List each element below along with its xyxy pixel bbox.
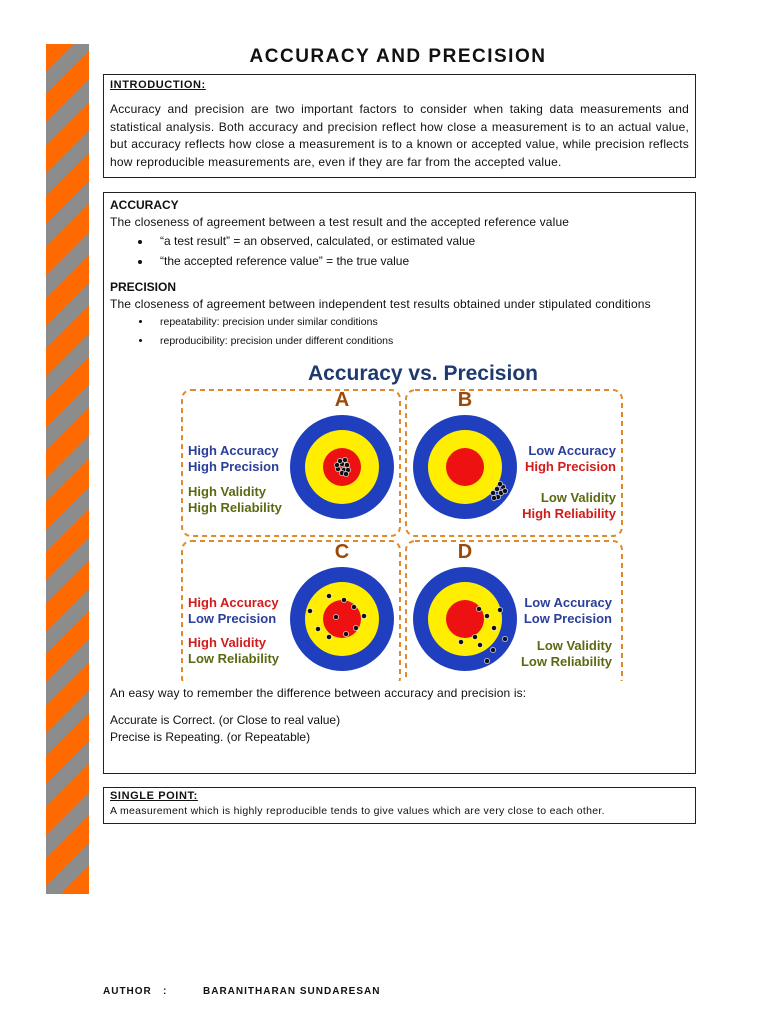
accuracy-heading: ACCURACY [110,198,179,212]
shot-dot [326,634,331,639]
quadrant-validity-label: Low Reliability [520,654,612,669]
target-bullseye [446,448,484,486]
remember-intro: An easy way to remember the difference between accuracy and precision is: [110,686,527,700]
shot-dot [344,462,349,467]
quadrant-letter: D [457,541,473,563]
quadrant-label: High Precision [188,459,280,474]
quadrant-validity-label: Low Reliability [188,651,280,666]
shot-dot [497,481,502,486]
shot-dot [326,593,331,598]
shot-dot [361,613,366,618]
shot-dot [334,462,339,467]
quadrant-validity-label: High Reliability [522,506,616,521]
introduction-text: Accuracy and precision are two important factors to consider when taking data measurements and statistical analysis. Both accuracy and precision reflect how close a measurement is to an actual value, but accuracy reflects how close a measurement is to a known or accepted value, while precision reflects how reproducible measurements are, even if they are far from the accepted value. [110,102,689,169]
shot-dot [307,608,312,613]
quadrant-label: High Precision [524,459,616,474]
quadrant-validity-label: Low Validity [540,490,616,505]
shot-dot [353,625,358,630]
quadrant-label: Low Accuracy [528,443,616,458]
precision-heading: PRECISION [110,280,177,294]
precision-bullet-list [110,313,689,351]
quadrant-validity-label: High Reliability [188,500,282,515]
page-title: ACCURACY AND PRECISION [249,46,547,67]
quadrant-label: Low Precision [188,611,277,626]
shot-dot [491,625,496,630]
quadrant-letter: A [334,389,350,411]
decorative-side-stripe [46,44,89,894]
shot-dot [477,642,482,647]
shot-dot [343,631,348,636]
list-item: • repeatability: precision under similar conditions [152,313,689,332]
list-item: • “a test result” = an observed, calculated, or estimated value [152,231,689,251]
accuracy-bullet-list [110,231,689,271]
precision-definition: The closeness of agreement between independent test results obtained under stipulated conditions [110,297,651,311]
author-label: AUTHOR [103,986,152,997]
quadrant-letter: B [457,389,473,411]
shot-dot [491,495,496,500]
shot-dot [351,604,356,609]
remember-line-accurate: Accurate is Correct. (or Close to real value) [110,713,341,727]
list-item: • “the accepted reference value” = the true value [152,251,689,271]
shot-dot [484,658,489,663]
shot-dot [484,613,489,618]
figure-title: Accuracy vs. Precision [308,362,538,385]
accuracy-definition: The closeness of agreement between a test result and the accepted reference value [110,215,570,229]
target-diagram [110,351,689,681]
shot-dot [490,647,495,652]
shot-dot [494,486,499,491]
quadrant-validity-label: High Validity [188,484,267,499]
author-separator: : [163,986,168,997]
introduction-heading: INTRODUCTION: [110,79,206,91]
target-bullseye [446,600,484,638]
quadrant-label: High Accuracy [188,595,279,610]
single-point-text: A measurement which is highly reproducible tends to give values which are very close to each other. [110,805,605,817]
quadrant-label: High Accuracy [188,443,279,458]
author-name: BARANITHARAN SUNDARESAN [203,986,381,997]
single-point-heading: SINGLE POINT: [110,790,198,802]
remember-line-precise: Precise is Repeating. (or Repeatable) [110,730,311,744]
shot-dot [502,488,507,493]
shot-dot [333,614,338,619]
quadrant-validity-label: High Validity [188,635,267,650]
quadrant-letter: C [334,541,350,563]
main-content-box [103,192,696,774]
quadrant-label: Low Precision [523,611,612,626]
list-item: • reproducibility: precision under different conditions [152,332,689,351]
shot-dot [476,606,481,611]
shot-dot [497,607,502,612]
shot-dot [342,457,347,462]
target-bullseye [323,448,361,486]
shot-dot [458,639,463,644]
shot-dot [502,636,507,641]
shot-dot [472,634,477,639]
quadrant-label: Low Accuracy [524,595,612,610]
author-line [103,986,380,997]
shot-dot [343,471,348,476]
single-point-box [103,787,696,824]
shot-dot [490,490,495,495]
introduction-box [103,74,696,178]
shot-dot [341,597,346,602]
shot-dot [315,626,320,631]
accuracy-precision-figure [110,351,689,681]
quadrant-validity-label: Low Validity [536,638,612,653]
